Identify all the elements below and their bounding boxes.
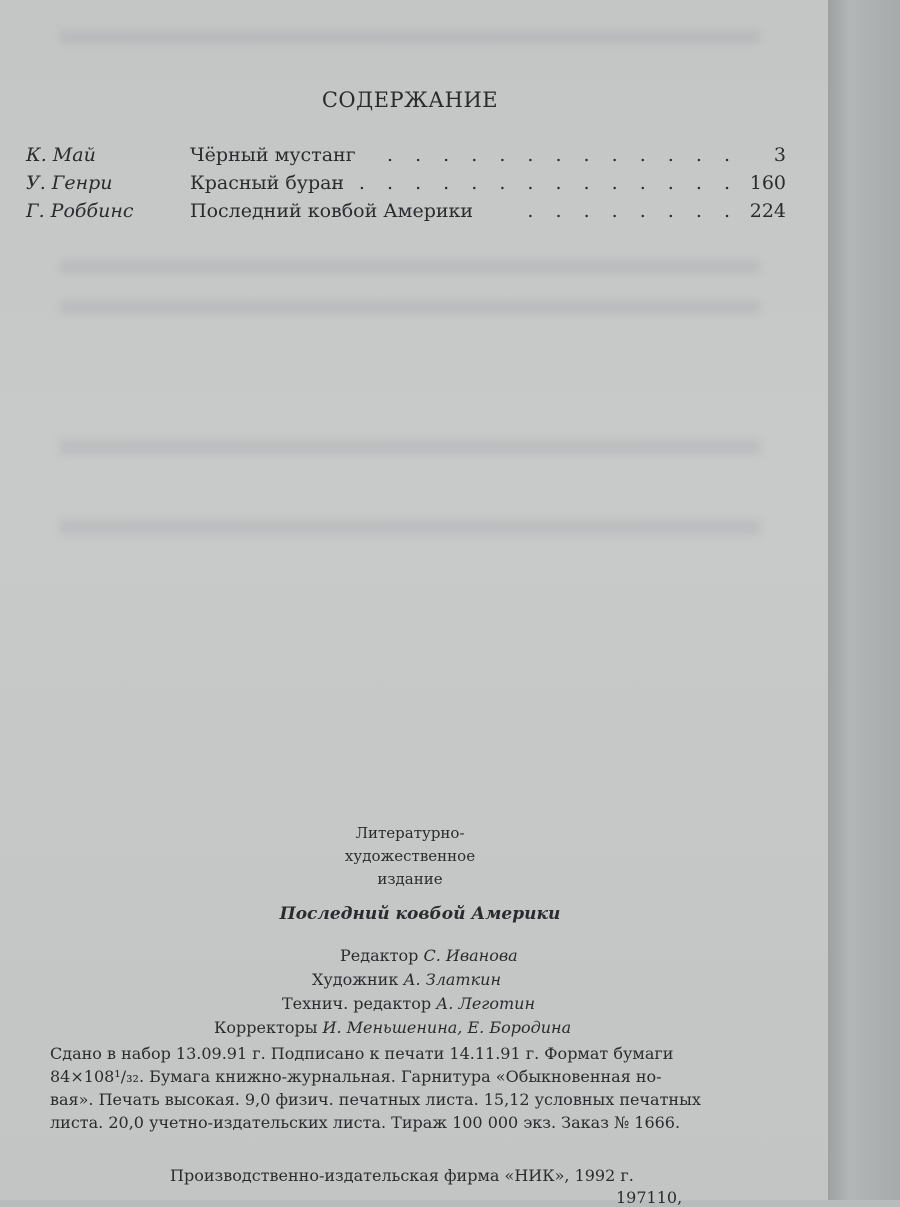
toc-work-title: Красный буран — [190, 172, 345, 194]
bleed-through-text — [60, 520, 760, 534]
toc-page-number: 3 — [773, 144, 786, 166]
publication-details — [50, 1042, 790, 1134]
toc-work-title: Чёрный мустанг — [190, 144, 356, 166]
bleed-through-text — [60, 260, 760, 274]
toc-author: У. Генри — [26, 172, 113, 194]
credit-proofreaders — [214, 1018, 571, 1037]
toc-leader-dots: . . . . . . . . . . . . . — [387, 144, 738, 166]
publisher-line: Производственно-издательская фирма «НИК», 1992 г. — [170, 1166, 634, 1185]
credit-role: Редактор — [340, 946, 419, 965]
edition-type-line: Литературно- — [355, 824, 465, 842]
credit-editor — [340, 946, 518, 965]
edition-type — [300, 822, 520, 891]
toc-work-title: Последний ковбой Америки — [190, 200, 474, 222]
credit-role: Технич. редактор — [282, 994, 432, 1013]
toc-page-number: 224 — [749, 200, 786, 222]
credit-names: А. Златкин — [403, 970, 501, 989]
publisher-address-fragment: 197110, — [616, 1188, 683, 1207]
bleed-through-text — [60, 300, 760, 314]
toc-leader-dots: . . . . . . . . . . . . . . . — [330, 172, 738, 194]
credit-artist — [312, 970, 501, 989]
contents-title: СОДЕРЖАНИЕ — [321, 88, 499, 112]
publication-line: Сдано в набор 13.09.91 г. Подписано к печати 14.11.91 г. Формат бумаги — [50, 1044, 674, 1063]
publication-line: листа. 20,0 учетно-издательских листа. Тираж 100 000 экз. Заказ № 1666. — [50, 1113, 681, 1132]
credit-names: А. Леготин — [436, 994, 536, 1013]
credit-role: Художник — [312, 970, 399, 989]
toc-entry — [26, 144, 786, 172]
toc-author: К. Май — [26, 144, 96, 166]
credit-role: Корректоры — [214, 1018, 318, 1037]
toc-leader-dots: . . . . . . . . — [527, 200, 738, 222]
credit-tech-editor — [282, 994, 535, 1013]
edition-type-line: издание — [377, 870, 443, 888]
toc-entry — [26, 200, 786, 228]
edition-type-line: художественное — [344, 847, 476, 865]
bleed-through-text — [60, 30, 760, 44]
publication-line: 84×108¹/₃₂. Бумага книжно-журнальная. Гарнитура «Обыкновенная но- — [50, 1067, 662, 1086]
bleed-through-text — [60, 440, 760, 454]
imprint-book-title: Последний ковбой Америки — [279, 904, 561, 924]
toc-entry — [26, 172, 786, 200]
toc-author: Г. Роббинс — [26, 200, 134, 222]
credit-names: С. Иванова — [423, 946, 518, 965]
page-edge-shadow — [828, 0, 900, 1200]
credit-names: И. Меньшенина, Е. Бородина — [322, 1018, 572, 1037]
toc-page-number: 160 — [749, 172, 786, 194]
publication-line: вая». Печать высокая. 9,0 физич. печатных листа. 15,12 условных печатных — [50, 1090, 701, 1109]
